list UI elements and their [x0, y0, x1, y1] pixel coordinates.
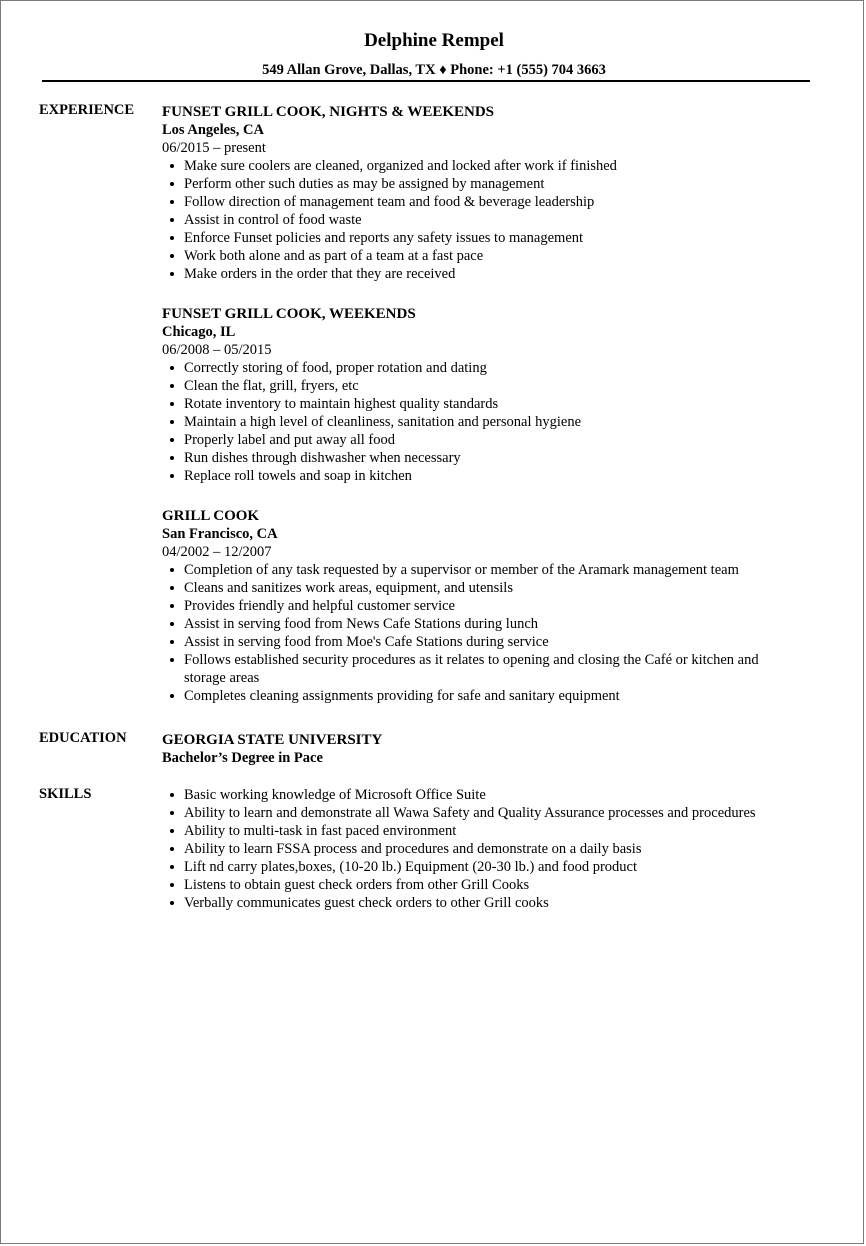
list-item: Replace roll towels and soap in kitchen: [162, 467, 802, 485]
list-item: Maintain a high level of cleanliness, sanitation and personal hygiene: [162, 413, 802, 431]
list-item: Listens to obtain guest check orders from other Grill Cooks: [162, 876, 802, 894]
list-item: Ability to learn and demonstrate all Wawa Safety and Quality Assurance processes and procedures: [162, 804, 802, 822]
list-item: Make orders in the order that they are received: [162, 265, 802, 283]
job-title: FUNSET GRILL COOK, WEEKENDS: [162, 306, 416, 322]
list-item: Provides friendly and helpful customer service: [162, 597, 802, 615]
school-name: GEORGIA STATE UNIVERSITY: [162, 732, 383, 748]
contact-line: 549 Allan Grove, Dallas, TX ♦ Phone: +1 (555) 704 3663: [262, 62, 606, 78]
experience-section-label: EXPERIENCE: [39, 102, 135, 118]
list-item: Assist in control of food waste: [162, 211, 802, 229]
list-item: Verbally communicates guest check orders to other Grill cooks: [162, 894, 802, 912]
list-item: Follow direction of management team and food & beverage leadership: [162, 193, 802, 211]
list-item: Basic working knowledge of Microsoft Office Suite: [162, 786, 802, 804]
list-item: Correctly storing of food, proper rotation and dating: [162, 359, 802, 377]
list-item: Assist in serving food from Moe's Cafe Stations during service: [162, 633, 802, 651]
list-item: Completion of any task requested by a supervisor or member of the Aramark management team: [162, 561, 802, 579]
list-item: Clean the flat, grill, fryers, etc: [162, 377, 802, 395]
job-title: FUNSET GRILL COOK, NIGHTS & WEEKENDS: [162, 104, 495, 120]
education-section-label: EDUCATION: [39, 730, 127, 746]
skills-entry: [162, 786, 802, 912]
list-item: Follows established security procedures as it relates to opening and closing the Café or kitchen and storage areas: [162, 651, 802, 687]
list-item: Cleans and sanitizes work areas, equipment, and utensils: [162, 579, 802, 597]
job-duties-list: [162, 359, 802, 485]
job-dates: 04/2002 – 12/2007: [162, 544, 272, 560]
list-item: Ability to learn FSSA process and procedures and demonstrate on a daily basis: [162, 840, 802, 858]
job-entry-3: [162, 507, 802, 705]
list-item: Work both alone and as part of a team at a fast pace: [162, 247, 802, 265]
list-item: Assist in serving food from News Cafe Stations during lunch: [162, 615, 802, 633]
skills-list: [162, 786, 802, 912]
job-location: San Francisco, CA: [162, 526, 278, 542]
list-item: Enforce Funset policies and reports any safety issues to management: [162, 229, 802, 247]
list-item: Completes cleaning assignments providing for safe and sanitary equipment: [162, 687, 802, 705]
education-entry: [162, 731, 802, 767]
skills-section-label: SKILLS: [39, 786, 92, 802]
job-location: Chicago, IL: [162, 324, 236, 340]
list-item: Perform other such duties as may be assigned by management: [162, 175, 802, 193]
list-item: Ability to multi-task in fast paced environment: [162, 822, 802, 840]
list-item: Properly label and put away all food: [162, 431, 802, 449]
degree: Bachelor’s Degree in Pace: [162, 750, 323, 766]
list-item: Lift nd carry plates,boxes, (10-20 lb.) Equipment (20-30 lb.) and food product: [162, 858, 802, 876]
job-dates: 06/2015 – present: [162, 140, 266, 156]
job-location: Los Angeles, CA: [162, 122, 264, 138]
list-item: Run dishes through dishwasher when necessary: [162, 449, 802, 467]
list-item: Rotate inventory to maintain highest quality standards: [162, 395, 802, 413]
candidate-name: Delphine Rempel: [364, 30, 504, 51]
job-duties-list: [162, 561, 802, 705]
list-item: Make sure coolers are cleaned, organized and locked after work if finished: [162, 157, 802, 175]
job-duties-list: [162, 157, 802, 283]
job-title: GRILL COOK: [162, 508, 260, 524]
job-entry-2: [162, 305, 802, 485]
job-entry-1: [162, 103, 802, 283]
header-divider: [42, 80, 810, 82]
job-dates: 06/2008 – 05/2015: [162, 342, 272, 358]
